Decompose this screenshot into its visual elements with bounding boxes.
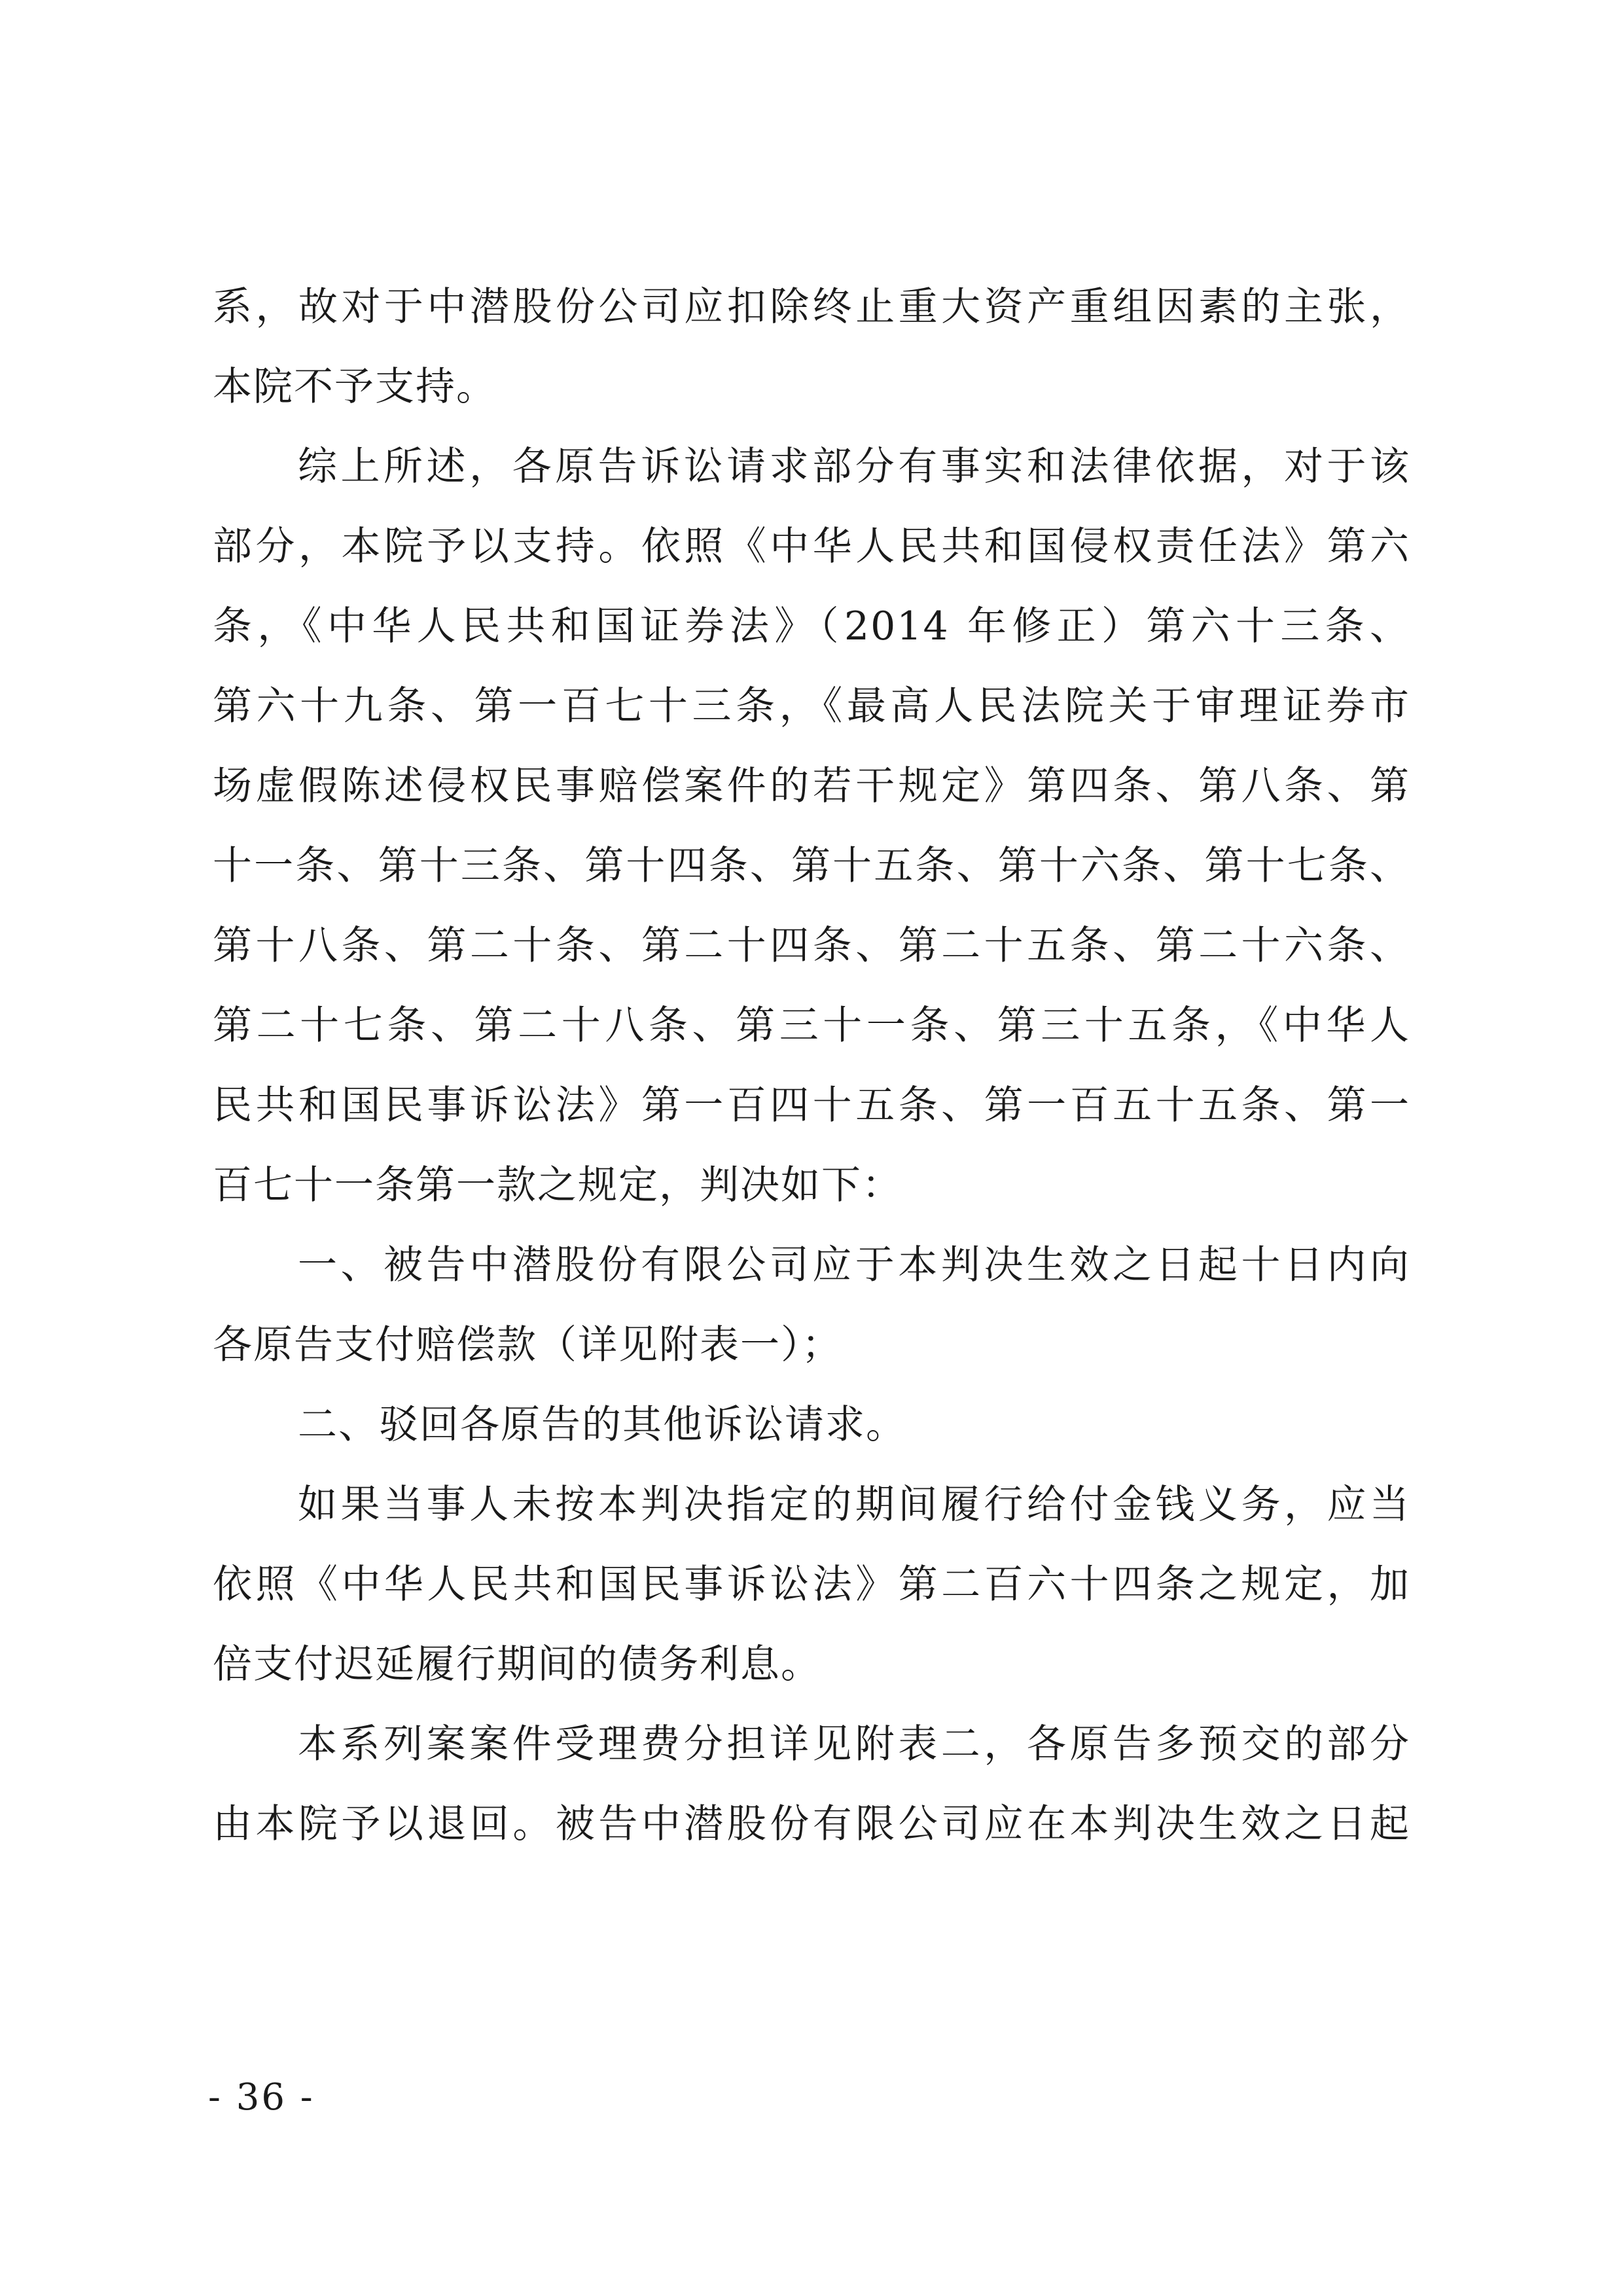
text-line: 依照《中华人民共和国民事诉讼法》第二百六十四条之规定，加 xyxy=(213,1562,1410,1607)
text-line: 一、被告中潜股份有限公司应于本判决生效之日起十日内向 xyxy=(298,1242,1410,1288)
text-line: 百七十一条第一款之规定，判决如下： xyxy=(213,1162,902,1208)
text-line: 倍支付迟延履行期间的债务利息。 xyxy=(213,1641,821,1687)
text-line: 由本院予以退回。被告中潜股份有限公司应在本判决生效之日起 xyxy=(213,1801,1410,1847)
text-line: 各原告支付赔偿款（详见附表一）； xyxy=(213,1322,842,1368)
text-line: 本系列案案件受理费分担详见附表二，各原告多预交的部分 xyxy=(298,1721,1410,1767)
text-line: 二、驳回各原告的其他诉讼请求。 xyxy=(298,1402,906,1448)
text-line: 部分，本院予以支持。依照《中华人民共和国侵权责任法》第六 xyxy=(213,524,1410,569)
page-number: - 36 - xyxy=(208,2076,315,2119)
text-line: 场虚假陈述侵权民事赔偿案件的若干规定》第四条、第八条、第 xyxy=(213,763,1410,809)
text-line: 第六十九条、第一百七十三条，《最高人民法院关于审理证券市 xyxy=(213,683,1410,729)
document-body xyxy=(213,267,1410,1864)
text-line: 系，故对于中潜股份公司应扣除终止重大资产重组因素的主张， xyxy=(213,284,1410,330)
text-line: 第二十七条、第二十八条、第三十一条、第三十五条，《中华人 xyxy=(213,1003,1410,1049)
text-line: 本院不予支持。 xyxy=(213,364,497,410)
text-line: 综上所述，各原告诉讼请求部分有事实和法律依据，对于该 xyxy=(298,444,1410,490)
text-line: 民共和国民事诉讼法》第一百四十五条、第一百五十五条、第一 xyxy=(213,1083,1410,1128)
text-line: 第十八条、第二十条、第二十四条、第二十五条、第二十六条、 xyxy=(213,923,1410,969)
text-line: 条，《中华人民共和国证券法》（2014 年修正）第六十三条、 xyxy=(213,603,1410,649)
text-line: 如果当事人未按本判决指定的期间履行给付金钱义务，应当 xyxy=(298,1482,1410,1528)
text-line: 十一条、第十三条、第十四条、第十五条、第十六条、第十七条、 xyxy=(213,843,1410,889)
